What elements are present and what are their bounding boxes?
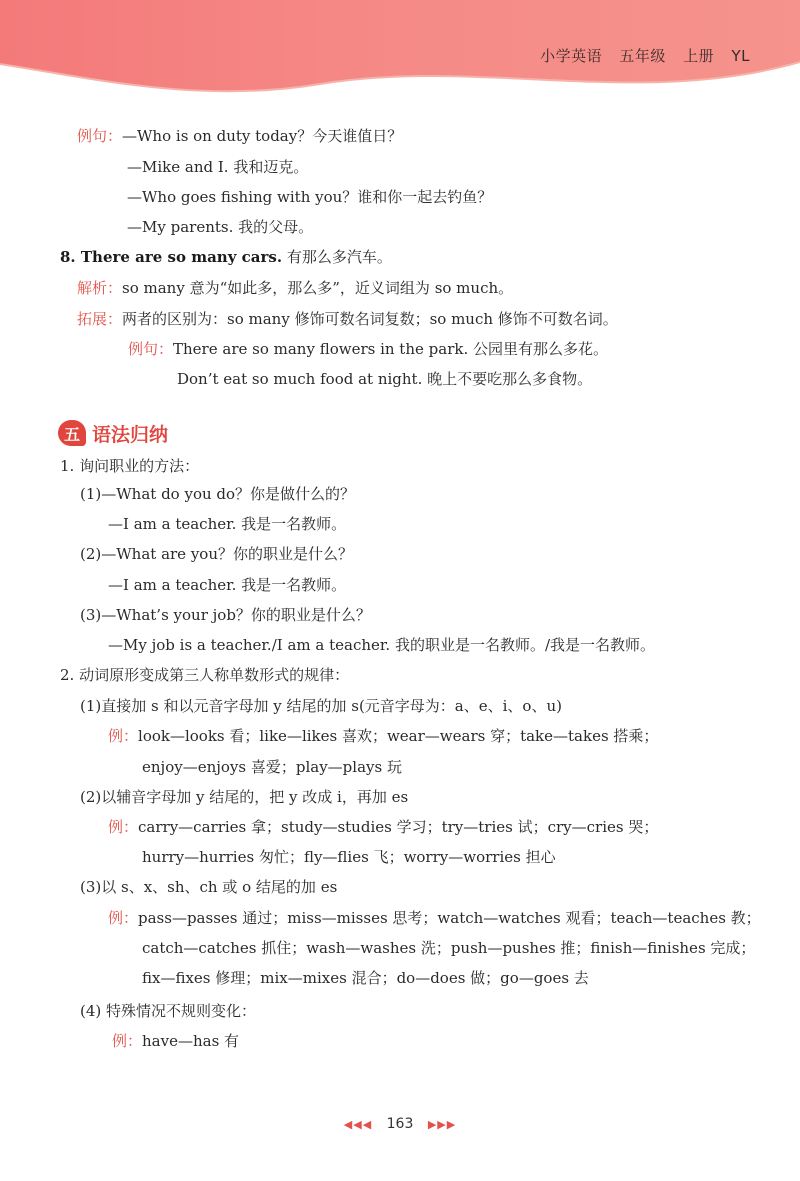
text-line <box>77 278 513 298</box>
text-line <box>80 1001 256 1021</box>
section-heading: 语法归纳 <box>92 423 169 446</box>
section-badge: 五 <box>58 420 86 446</box>
line-text: 1. 询问职业的方法： <box>60 457 200 475</box>
line-text: Don’t eat so much food at night. 晚上不要吃那么多食物。 <box>177 370 593 388</box>
heading-sentence: 8. There are so many cars. <box>60 248 283 266</box>
left-arrows-icon: ◀◀◀ <box>343 1118 373 1131</box>
line-text: (2)—What are you？你的职业是什么？ <box>80 545 353 563</box>
line-text: fix—fixes 修理；mix—mixes 混合；do—does 做；go—goes 去 <box>142 969 589 987</box>
text-line <box>80 544 353 564</box>
text-line <box>108 726 658 746</box>
text-line <box>127 217 313 237</box>
text-line <box>80 787 408 807</box>
page-number: 163 <box>386 1116 414 1132</box>
line-text: There are so many flowers in the park. 公园里有那么多花。 <box>173 340 608 358</box>
line-text: 两者的区别为：so many 修饰可数名词复数；so much 修饰不可数名词。 <box>122 310 618 328</box>
line-text: (3)以 s、x、sh、ch 或 o 结尾的加 es <box>80 878 338 896</box>
text-line <box>142 757 402 777</box>
line-label: 拓展： <box>77 310 123 328</box>
line-label: 例： <box>108 818 139 836</box>
text-line <box>112 1031 239 1051</box>
line-text: 2. 动词原形变成第三人称单数形式的规律： <box>60 666 350 684</box>
line-text: —I am a teacher. 我是一名教师。 <box>108 576 347 594</box>
text-line <box>80 877 337 897</box>
line-text: hurry—hurries 匆忙；fly—flies 飞；worry—worries 担心 <box>142 848 556 866</box>
line-text: (1)—What do you do？你是做什么的？ <box>80 485 356 503</box>
line-text: (4) 特殊情况不规则变化： <box>80 1002 257 1020</box>
line-label: 例句： <box>128 340 174 358</box>
line-label: 解析： <box>77 279 123 297</box>
text-line <box>177 369 592 389</box>
text-line <box>142 968 589 988</box>
text-line <box>127 187 492 207</box>
header-grade: 五年级 <box>619 47 666 65</box>
line-text: (1)直接加 s 和以元音字母加 y 结尾的加 s(元音字母为：a、e、i、o、u) <box>80 697 562 715</box>
line-text: have—has 有 <box>142 1032 240 1050</box>
text-line <box>80 605 371 625</box>
right-arrows-icon: ▶▶▶ <box>427 1118 457 1131</box>
line-text: (2)以辅音字母加 y 结尾的，把 y 改成 i，再加 es <box>80 788 409 806</box>
text-line <box>108 817 658 837</box>
line-text: 有那么多汽车。 <box>286 248 392 266</box>
text-line <box>77 309 618 329</box>
line-text: —My parents. 我的父母。 <box>127 218 314 236</box>
line-text: catch—catches 抓住；wash—washes 洗；push—pushes 推；finish—finishes 完成； <box>142 939 756 957</box>
text-line <box>60 665 349 685</box>
text-line <box>80 484 355 504</box>
line-label: 例： <box>108 727 139 745</box>
line-text: —Mike and I. 我和迈克。 <box>127 158 309 176</box>
line-label: 例： <box>112 1032 143 1050</box>
line-text: look—looks 看；like—likes 喜欢；wear—wears 穿；take—takes 搭乘； <box>138 727 659 745</box>
line-text: (3)—What’s your job？你的职业是什么？ <box>80 606 371 624</box>
text-line <box>60 247 392 267</box>
line-text: —I am a teacher. 我是一名教师。 <box>108 515 347 533</box>
line-text: —Who is on duty today？今天谁值日？ <box>122 127 403 145</box>
line-text: enjoy—enjoys 喜爱；play—plays 玩 <box>142 758 402 776</box>
header-volume: 上册 <box>683 47 715 65</box>
text-line <box>127 157 308 177</box>
line-text: pass—passes 通过；miss—misses 思考；watch—watches 观看；teach—teaches 教； <box>138 909 761 927</box>
header-subject: 小学英语 <box>540 47 603 65</box>
text-line <box>77 126 402 146</box>
text-line <box>108 514 346 534</box>
line-text: so many 意为“如此多，那么多”，近义词组为 so much。 <box>122 279 514 297</box>
line-text: carry—carries 拿；study—studies 学习；try—tries 试；cry—cries 哭； <box>138 818 659 836</box>
line-label: 例句： <box>77 127 123 145</box>
line-text: —Who goes fishing with you？谁和你一起去钓鱼？ <box>127 188 493 206</box>
text-line <box>142 938 755 958</box>
text-line <box>108 575 346 595</box>
section-title <box>58 418 168 448</box>
header-edition: YL <box>731 47 750 65</box>
text-line <box>142 847 556 867</box>
text-line <box>60 456 199 476</box>
text-line <box>108 908 761 928</box>
line-label: 例： <box>108 909 139 927</box>
text-line <box>80 696 562 716</box>
line-text: —My job is a teacher./I am a teacher. 我的职业是一名教师。/我是一名教师。 <box>108 636 655 654</box>
page-footer <box>0 1116 800 1132</box>
text-line <box>128 339 608 359</box>
text-line <box>108 635 655 655</box>
